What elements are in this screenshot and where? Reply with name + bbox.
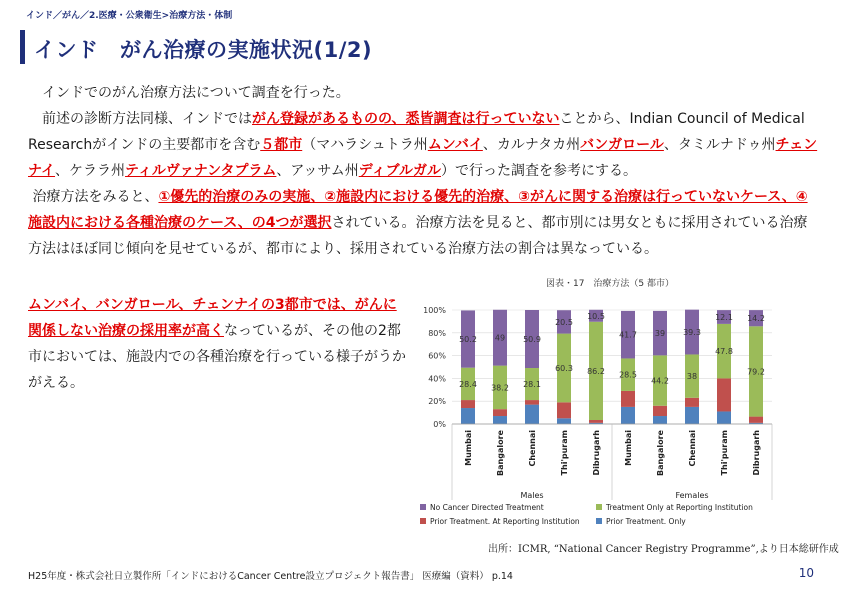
legend-entry: Treatment Only at Reporting Institution <box>606 503 753 512</box>
data-label: 50.2 <box>459 335 477 345</box>
paragraph-1 <box>28 80 818 106</box>
chart-title: 図表・17 治療方法（5 都市） <box>545 279 675 289</box>
bar-segment <box>749 417 763 423</box>
highlight-text: ①優先的治療のみの実施、②施設内における優先的治療、③がんに関する治療は行っていないケース、④施設内における各種治療のケース、の4つが選択 <box>28 189 808 231</box>
body-text-run: 、タミルナドゥ州 <box>663 137 776 153</box>
bar-segment <box>461 400 475 408</box>
paragraph-3 <box>28 184 818 262</box>
data-label: 28.4 <box>459 379 477 389</box>
left-column-text <box>28 292 408 396</box>
y-tick-label: 100% <box>423 306 446 315</box>
data-label: 79.2 <box>747 367 765 377</box>
category-label: Thi'puram <box>720 430 729 476</box>
category-label: Chennai <box>528 430 537 467</box>
data-label: 39 <box>654 329 666 339</box>
data-label: 14.2 <box>747 314 765 324</box>
bar-segment <box>557 402 571 418</box>
highlight-text: がん登録があるものの、悉皆調査は行っていない <box>252 111 560 127</box>
bar-segment <box>557 418 571 424</box>
highlight-text: ムンバイ <box>427 137 483 153</box>
data-label: 28.5 <box>619 370 637 380</box>
y-tick-label: 80% <box>428 328 446 338</box>
y-tick-label: 20% <box>428 397 446 407</box>
body-text <box>28 80 818 262</box>
treatment-chart <box>400 274 820 536</box>
category-label: Dibrugarh <box>592 430 601 476</box>
category-label: Bangalore <box>656 430 665 476</box>
page-number: 10 <box>798 566 814 580</box>
highlight-text: ティルヴァナンタプラム <box>125 163 277 179</box>
paragraph-2 <box>28 106 818 184</box>
data-label: 28.1 <box>523 380 541 390</box>
highlight-text: バンガロール <box>580 137 664 153</box>
bar-segment <box>461 408 475 424</box>
highlight-text: チェンナイ <box>28 137 818 179</box>
data-label: 50.9 <box>523 335 541 345</box>
legend-swatch <box>420 504 426 510</box>
highlight-text: ５都市 <box>260 137 303 153</box>
legend-entry: Prior Treatment. At Reporting Institution <box>430 517 580 526</box>
body-text-run: 前述の診断方法同様、インドでは <box>42 111 252 127</box>
bar-segment <box>685 398 699 407</box>
paragraph-1-text: インドでのがん治療方法について調査を行った。 <box>42 85 350 101</box>
group-label: Males <box>520 491 544 500</box>
body-text-run: ）で行った調査を参考にする。 <box>441 163 638 179</box>
body-text-run: 、ケララ州 <box>55 163 126 179</box>
highlight-text: ムンバイ、バンガロール、チェンナイの3都市では、がんに関係しない治療の採用率が高く <box>28 297 397 339</box>
highlight-text: ディブルガル <box>358 163 442 179</box>
category-label: Mumbai <box>624 430 633 466</box>
group-label: Females <box>675 491 709 500</box>
legend-swatch <box>596 518 602 524</box>
category-label: Bangalore <box>496 430 505 476</box>
data-label: 39.3 <box>683 328 701 338</box>
data-label: 38.2 <box>491 383 509 393</box>
body-text-run: 治療方法をみると、 <box>32 189 159 205</box>
title-accent-bar <box>20 30 25 64</box>
bar-segment <box>589 420 603 423</box>
bar-segment <box>653 416 667 424</box>
y-tick-label: 0% <box>433 420 446 429</box>
bar-segment <box>653 406 667 416</box>
body-text-run: 、アッサム州 <box>276 163 359 179</box>
body-text-run: （マハラシュトラ州 <box>302 137 428 153</box>
bar-segment <box>525 405 539 424</box>
data-label: 12.1 <box>715 313 733 323</box>
bar-segment <box>621 407 635 424</box>
legend-swatch <box>596 504 602 510</box>
data-label: 86.2 <box>587 366 605 376</box>
data-label: 41.7 <box>619 330 637 340</box>
legend-entry: No Cancer Directed Treatment <box>430 503 544 512</box>
source-note: 出所：ICMR, “National Cancer Registry Programme”,より日本総研作成 <box>488 544 839 555</box>
breadcrumb: インド／がん／2.医療・公衆衛生>治療方法・体制 <box>26 11 233 21</box>
legend-entry: Prior Treatment. Only <box>606 517 686 526</box>
data-label: 60.3 <box>555 363 573 373</box>
body-text-run: されている。治療方法を見ると、都市別には男女ともに採用されている治療方法はほぼ同じ傾向を見せているが、都市により、採用されている治療方法の割合は異なっている。 <box>28 215 808 257</box>
bar-segment <box>525 400 539 405</box>
category-label: Dibrugarh <box>752 430 761 476</box>
data-label: 44.2 <box>651 376 669 386</box>
body-text-run: 、カルナタカ州 <box>482 137 581 153</box>
y-tick-label: 40% <box>428 374 446 384</box>
category-label: Thi'puram <box>560 430 569 476</box>
category-label: Mumbai <box>464 430 473 466</box>
data-label: 20.5 <box>555 317 573 327</box>
footer-citation: H25年度・株式会社日立製作所「インドにおけるCancer Centre設立プロジェクト報告書」 医療編（資料） p.14 <box>28 571 513 582</box>
left-column-paragraph <box>28 292 408 396</box>
legend-swatch <box>420 518 426 524</box>
y-tick-label: 60% <box>428 351 446 361</box>
bar-segment <box>685 407 699 424</box>
bar-segment <box>717 378 731 411</box>
data-label: 10.5 <box>587 311 605 321</box>
body-text-run: なっているが、その他の2都市においては、施設内での各種治療を行っている様子がうかがえる。 <box>28 323 406 391</box>
body-text-run: ことから、Indian Council of Medical Researchがインドの主要都市を含む <box>28 111 805 153</box>
data-label: 47.8 <box>715 347 733 357</box>
bar-segment <box>493 416 507 424</box>
category-label: Chennai <box>688 430 697 467</box>
bar-segment <box>493 409 507 416</box>
bar-segment <box>621 391 635 407</box>
page-title: インド がん治療の実施状況(1/2) <box>34 38 373 62</box>
bar-segment <box>717 411 731 424</box>
data-label: 49 <box>494 333 506 343</box>
data-label: 38 <box>686 372 698 382</box>
